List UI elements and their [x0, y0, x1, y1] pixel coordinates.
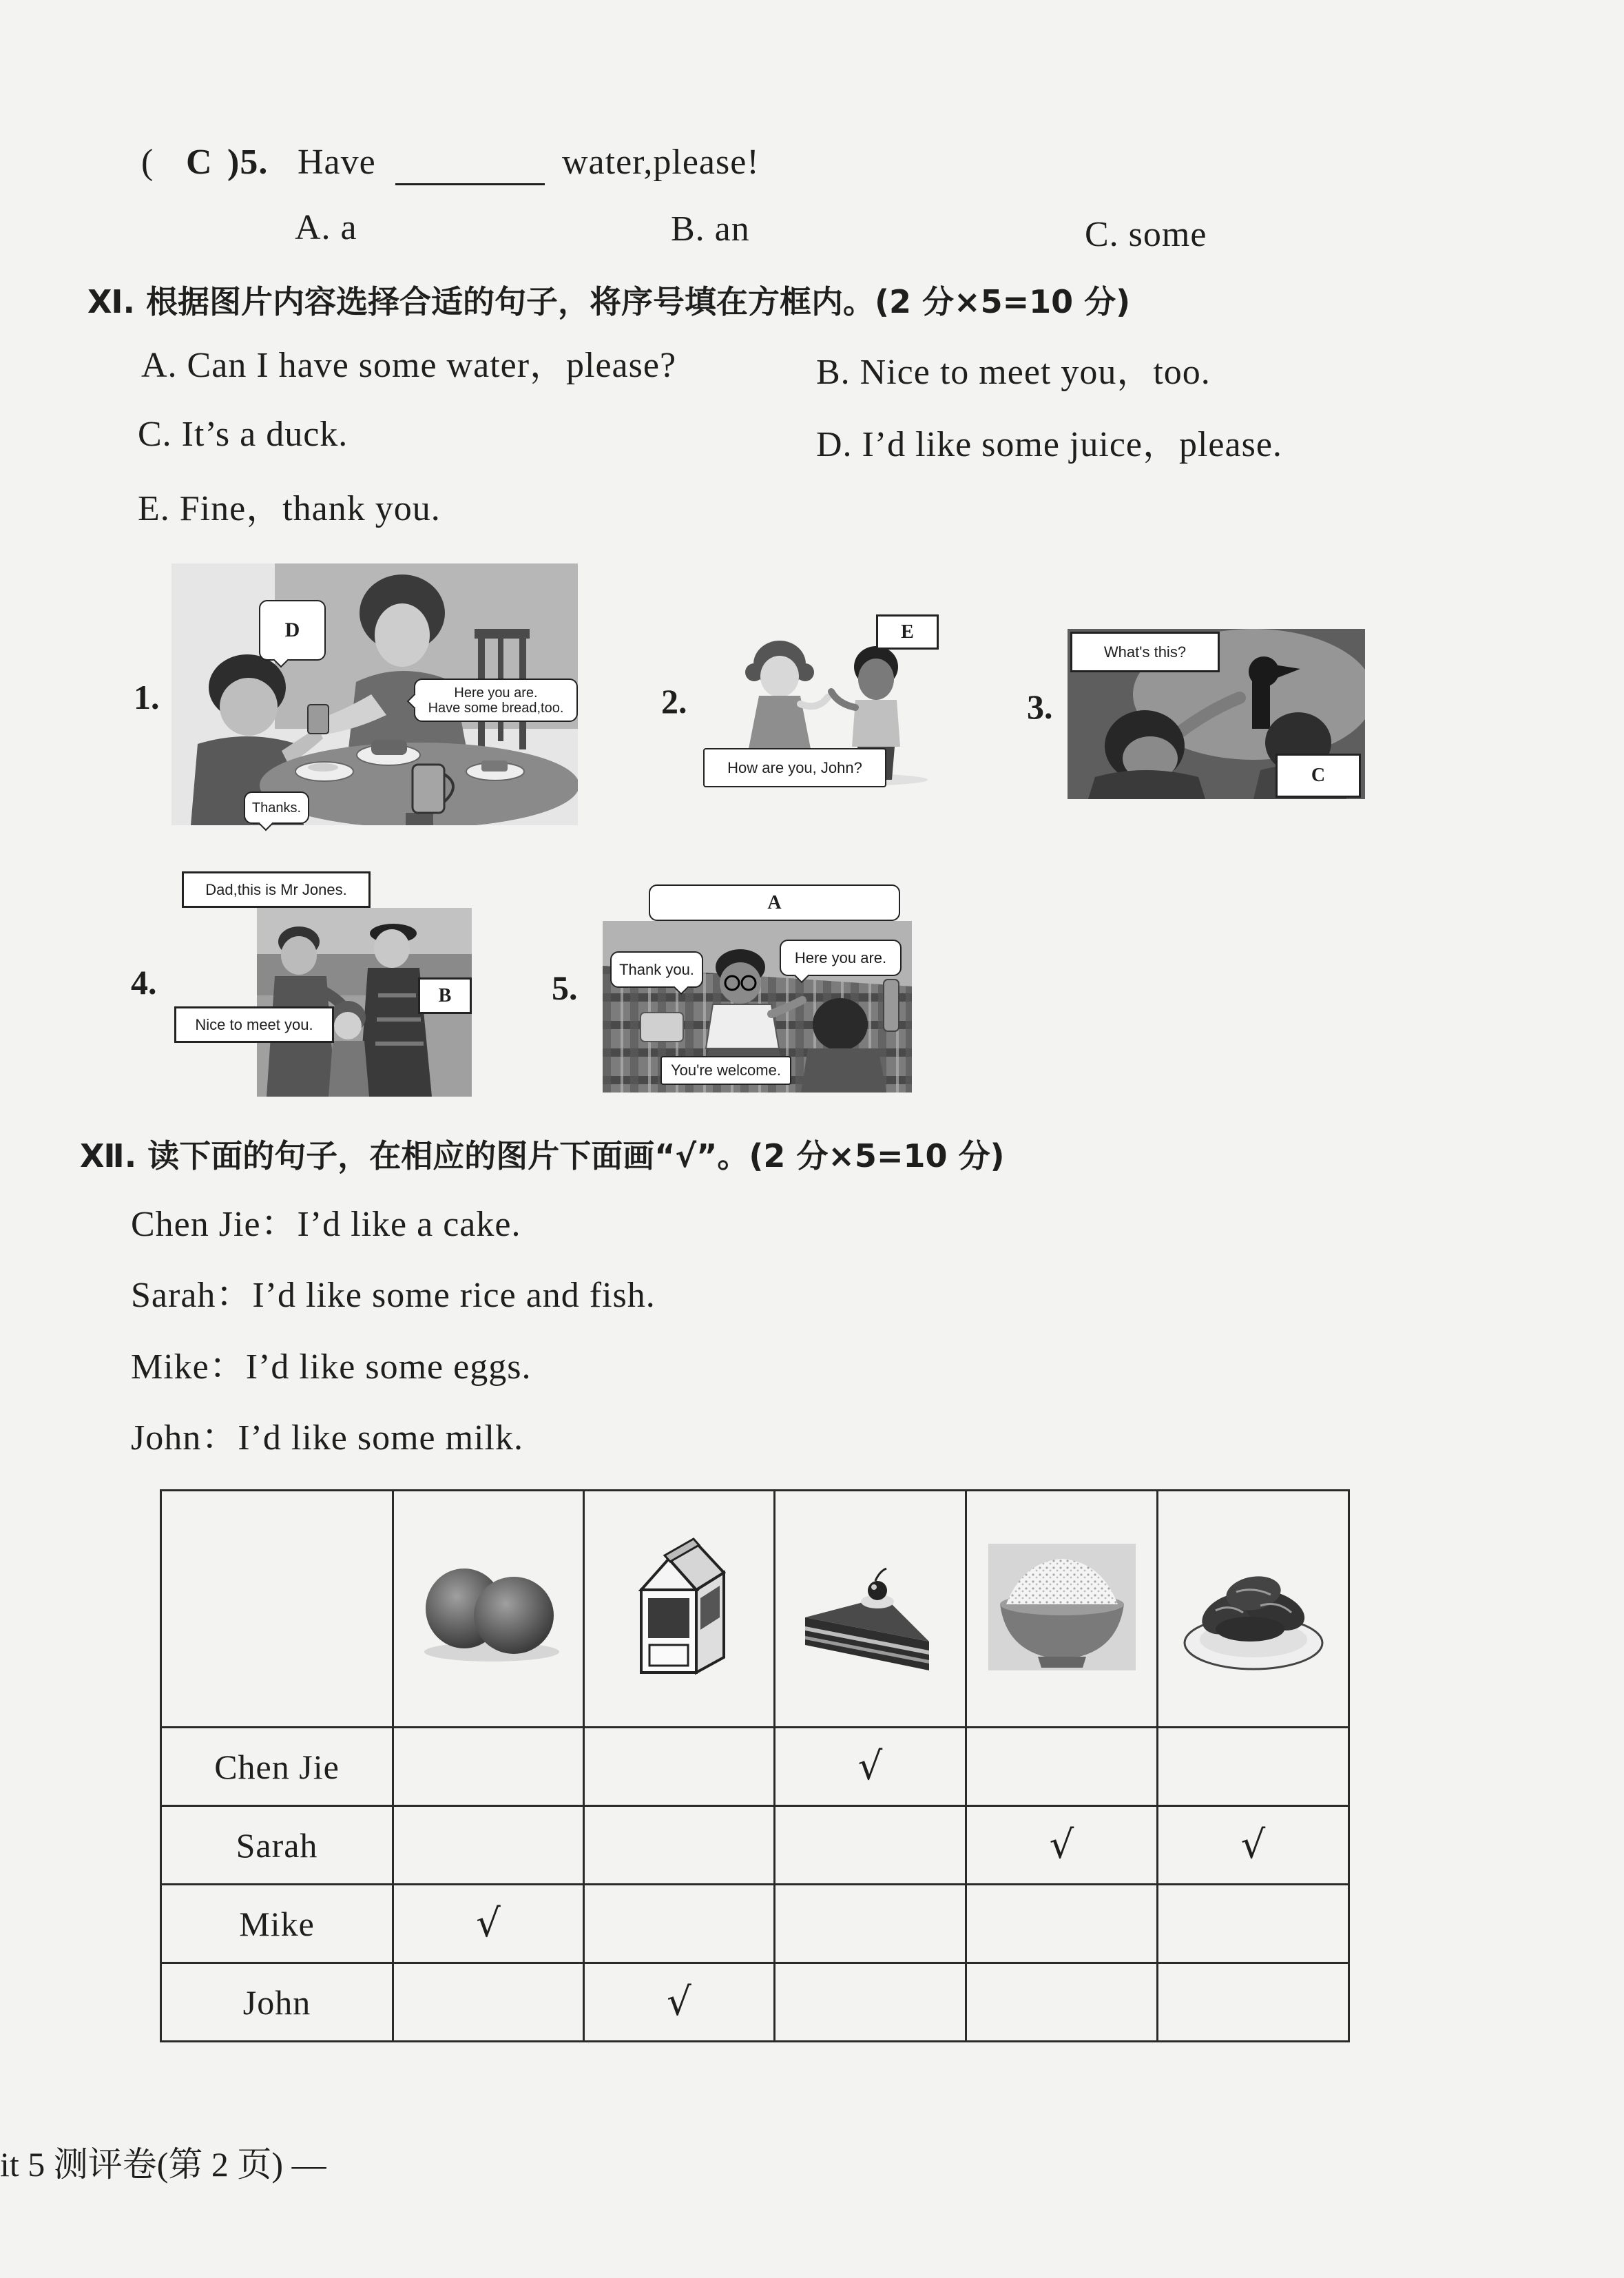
picture-4-speech-box-top: Dad,this is Mr Jones. — [182, 871, 371, 908]
milk-carton-icon — [600, 1528, 758, 1686]
cell-john-milk: √ — [584, 1963, 775, 2042]
cell-sarah-eggs — [393, 1806, 584, 1885]
table-row — [161, 1806, 1349, 1885]
picture-1-thanks-bubble: Thanks. — [244, 791, 309, 824]
sentence-sarah: Sarah：I’d like some rice and fish. — [131, 1276, 656, 1315]
cell-sarah-rice: √ — [966, 1806, 1158, 1885]
picture-4 — [171, 871, 472, 1097]
fish-plate-icon — [1174, 1538, 1333, 1676]
picture-4-answer-box: B — [418, 977, 472, 1014]
cake-column-header — [775, 1491, 966, 1728]
picture-2-number: 2. — [661, 682, 687, 721]
choice-b: B. Nice to meet you，too. — [816, 353, 1211, 392]
q5-stem-before: Have — [298, 143, 376, 182]
table-row — [161, 1728, 1349, 1806]
cell-chen-jie-fish — [1158, 1728, 1349, 1806]
cell-sarah-cake — [775, 1806, 966, 1885]
fish-column-header — [1158, 1491, 1349, 1728]
picture-1-number: 1. — [134, 678, 160, 716]
picture-3 — [1068, 629, 1365, 799]
picture-5 — [603, 883, 912, 1093]
cell-chen-jie-cake: √ — [775, 1728, 966, 1806]
picture-5-thank-you-bubble: Thank you. — [610, 951, 703, 988]
picture-4-speech-box-bottom: Nice to meet you. — [174, 1006, 334, 1043]
section-11-title: Ⅺ. 根据图片内容选择合适的句子，将序号填在方框内。(2 分×5=10 分) — [87, 283, 1131, 320]
row-name-chen-jie: Chen Jie — [161, 1728, 393, 1806]
table-row — [161, 1963, 1349, 2042]
q5-number: )5. — [227, 143, 269, 182]
picture-5-answer-box: A — [649, 884, 900, 921]
picture-5-number: 5. — [552, 969, 578, 1007]
picture-3-number: 3. — [1027, 687, 1053, 726]
cell-chen-jie-rice — [966, 1728, 1158, 1806]
picture-3-speech-box: What's this? — [1070, 632, 1220, 672]
cell-sarah-fish: √ — [1158, 1806, 1349, 1885]
eggs-column-header — [393, 1491, 584, 1728]
cell-john-rice — [966, 1963, 1158, 2042]
q5-stem-after: water,please! — [562, 143, 760, 182]
q5-option-a: A. a — [295, 208, 357, 247]
choice-e: E. Fine，thank you. — [138, 489, 441, 528]
table-row — [161, 1885, 1349, 1963]
section-12-title: Ⅻ. 读下面的句子，在相应的图片下面画“√”。(2 分×5=10 分) — [80, 1137, 1005, 1174]
row-name-john: John — [161, 1963, 393, 2042]
q5-paren-open: ( — [141, 143, 154, 182]
cell-mike-rice — [966, 1885, 1158, 1963]
choice-c: C. It’s a duck. — [138, 415, 348, 454]
picture-1 — [171, 563, 578, 825]
picture-1-speech-bubble — [414, 679, 578, 722]
table-corner-cell — [161, 1491, 393, 1728]
picture-1-line-2: Have some bread,too. — [428, 700, 564, 716]
milk-column-header — [584, 1491, 775, 1728]
cell-mike-cake — [775, 1885, 966, 1963]
sentence-john: John：I’d like some milk. — [131, 1418, 523, 1458]
picture-3-answer-box: C — [1276, 754, 1361, 798]
sentence-chen-jie: Chen Jie：I’d like a cake. — [131, 1205, 521, 1244]
picture-4-number: 4. — [131, 963, 157, 1002]
eggs-icon — [409, 1538, 568, 1676]
cell-john-fish — [1158, 1963, 1349, 2042]
cell-chen-jie-milk — [584, 1728, 775, 1806]
picture-2 — [700, 614, 951, 791]
page-footer: it 5 测评卷(第 2 页) — — [0, 2145, 326, 2184]
picture-1-answer-bubble: D — [259, 600, 326, 661]
picture-5-here-you-are-bubble: Here you are. — [780, 940, 902, 976]
cell-mike-eggs: √ — [393, 1885, 584, 1963]
cell-mike-milk — [584, 1885, 775, 1963]
row-name-mike: Mike — [161, 1885, 393, 1963]
cell-john-eggs — [393, 1963, 584, 2042]
cell-john-cake — [775, 1963, 966, 2042]
food-choice-table — [160, 1489, 1350, 2042]
q5-answer-blank — [395, 183, 545, 185]
picture-5-welcome-box: You're welcome. — [660, 1056, 791, 1085]
sentence-mike: Mike：I’d like some eggs. — [131, 1347, 532, 1387]
cell-mike-fish — [1158, 1885, 1349, 1963]
q5-answer: C — [186, 143, 213, 182]
cake-icon — [791, 1538, 950, 1676]
picture-2-speech-box: How are you, John? — [703, 748, 886, 787]
row-name-sarah: Sarah — [161, 1806, 393, 1885]
q5-option-c: C. some — [1085, 215, 1207, 254]
rice-column-header — [966, 1491, 1158, 1728]
table-header-row — [161, 1491, 1349, 1728]
q5-option-b: B. an — [671, 209, 750, 249]
cell-sarah-milk — [584, 1806, 775, 1885]
rice-bowl-icon — [983, 1538, 1141, 1676]
choice-a: A. Can I have some water，please? — [141, 346, 677, 385]
picture-1-line-1: Here you are. — [454, 685, 538, 701]
choice-d: D. I’d like some juice，please. — [816, 425, 1282, 464]
picture-2-answer-box: E — [876, 614, 939, 650]
cell-chen-jie-eggs — [393, 1728, 584, 1806]
